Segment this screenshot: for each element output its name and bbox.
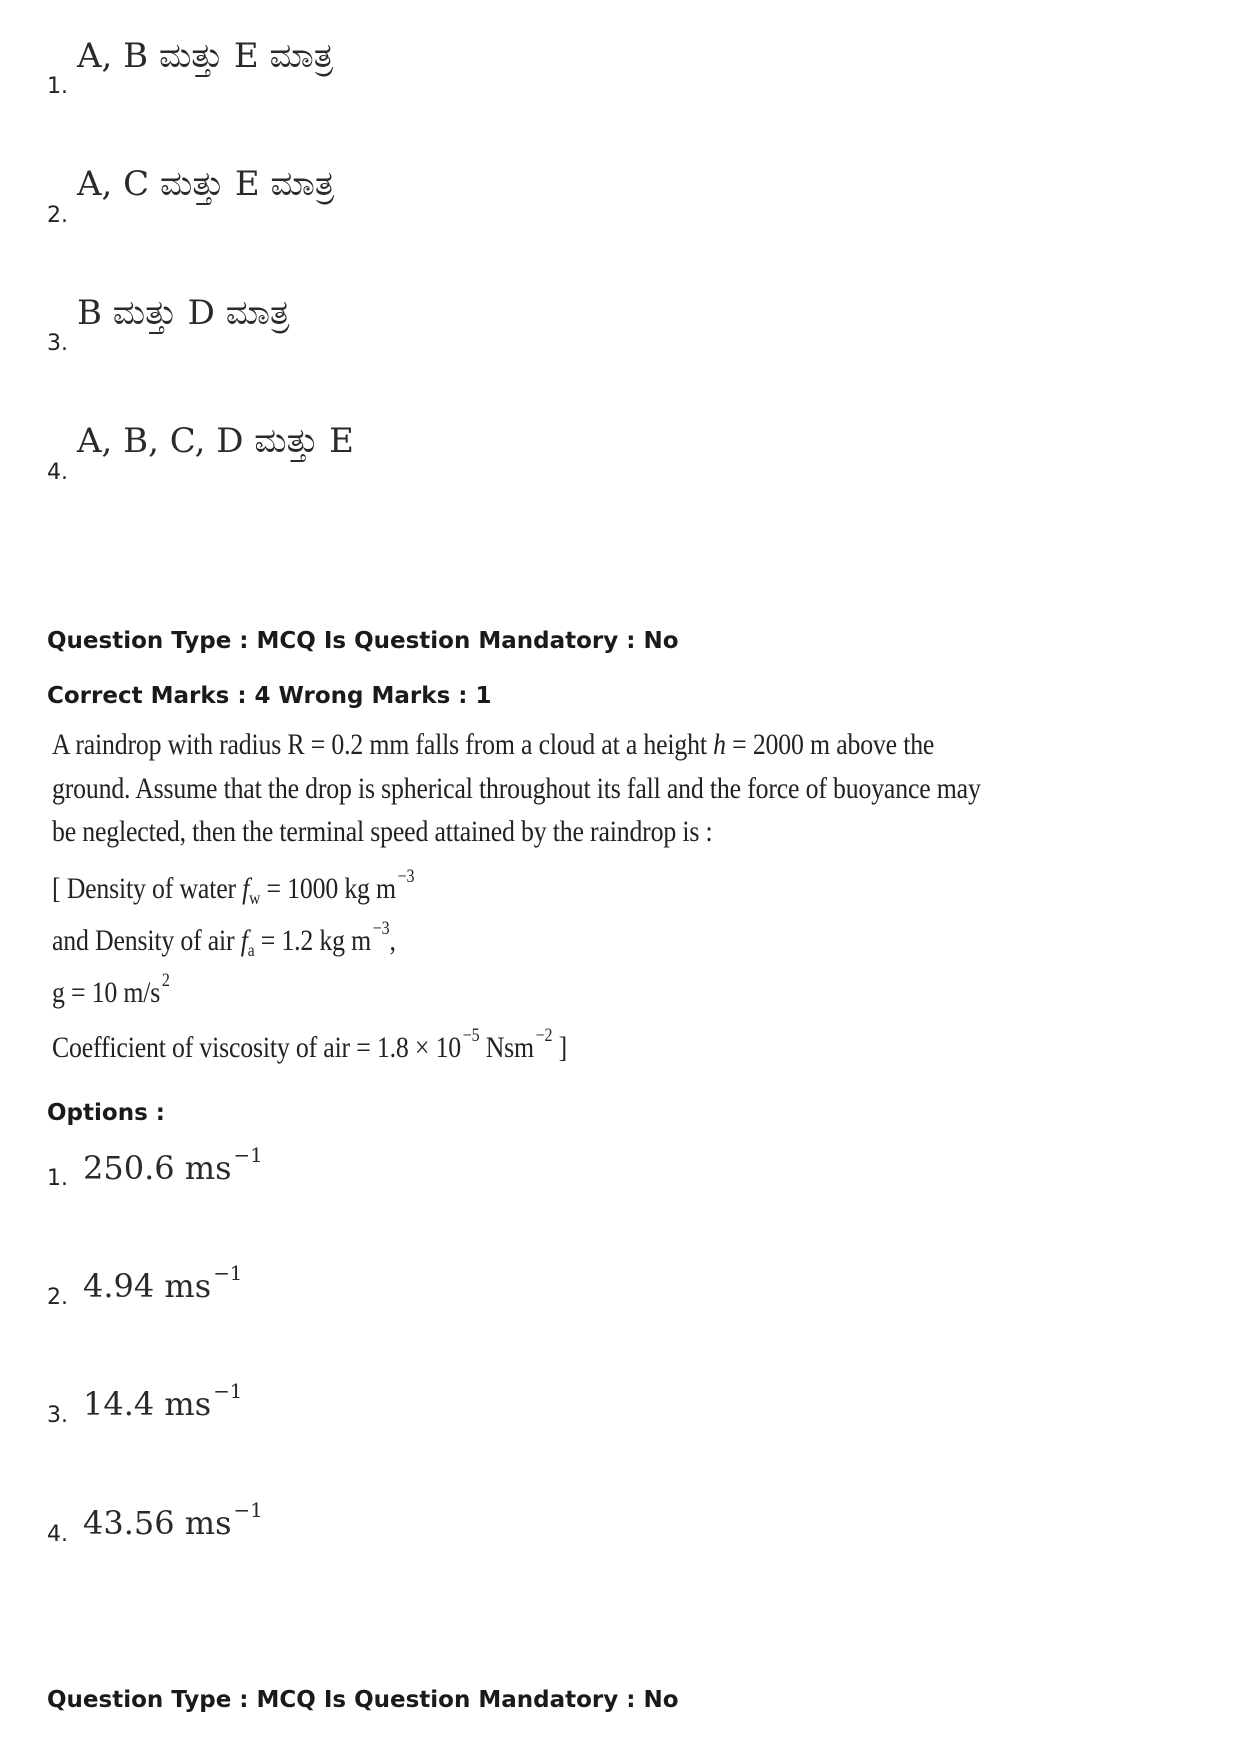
option-value: 14.4 ms $^{-1}$ (83, 1380, 243, 1423)
question-line: ground. Assume that the drop is spherical throughout its fall and the force of buoyance may (52, 772, 981, 805)
option-number: 4. (47, 460, 68, 485)
option-number: 3. (47, 331, 68, 356)
option-number: 2. (47, 1285, 68, 1310)
option-number: 3. (47, 1403, 68, 1428)
question-type-line: Question Type : MCQ Is Question Mandatory : No (47, 628, 679, 654)
option-text: A, C ಮತ್ತು E ಮಾತ್ರ (77, 164, 335, 204)
option-number: 4. (47, 1522, 68, 1547)
option-value: 4.94 ms $^{-1}$ (83, 1262, 243, 1305)
option-number: 1. (47, 74, 68, 99)
option-value: 43.56 ms $^{-1}$ (83, 1499, 263, 1542)
option-text: B ಮತ್ತು D ಮಾತ್ರ (77, 293, 290, 333)
options-label: Options : (47, 1100, 165, 1126)
marks-line: Correct Marks : 4 Wrong Marks : 1 (47, 683, 492, 709)
question-line: and Density of air $f_a = 1.2$ kg $m^{-3}$, (52, 918, 396, 961)
question-line: Coefficient of viscosity of air = $1.8 \times 10^{-5}$ Nsm$^{-2}$ ] (52, 1025, 568, 1064)
option-number: 2. (47, 203, 68, 228)
question-line: g = 10 $m/s^2$ (52, 970, 170, 1009)
next-question-type-line: Question Type : MCQ Is Question Mandatory : No (47, 1687, 679, 1713)
question-line: be neglected, then the terminal speed attained by the raindrop is : (52, 815, 713, 848)
option-text: A, B, C, D ಮತ್ತು E (77, 421, 354, 461)
question-line: [ Density of water $f_w = 1000$ kg $m^{-3}$ (52, 866, 415, 909)
option-text: A, B ಮತ್ತು E ಮಾತ್ರ (77, 36, 334, 76)
option-value: 250.6 ms $^{-1}$ (83, 1144, 263, 1187)
option-number: 1. (47, 1166, 68, 1191)
question-line: A raindrop with radius R = 0.2 mm falls from a cloud at a height h = 2000 m above the (52, 728, 935, 761)
